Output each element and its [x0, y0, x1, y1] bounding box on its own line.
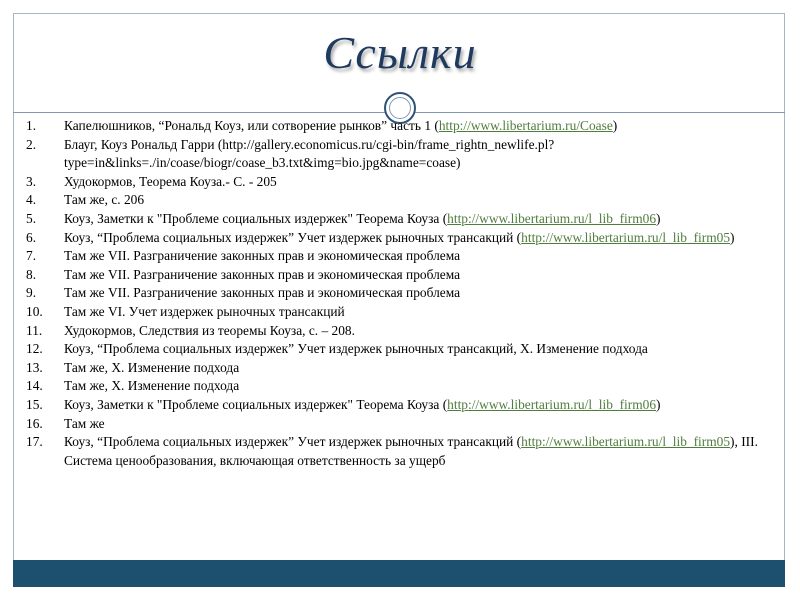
reference-text: Коуз, Заметки к "Проблеме социальных издержек" Теорема Коуза (: [64, 210, 448, 226]
reference-text: Там же, X. Изменение подхода: [64, 359, 240, 375]
reference-item: [14, 173, 774, 192]
reference-link[interactable]: http://www.libertarium.ru/l_lib_firm05: [521, 229, 731, 245]
reference-number: 15.: [26, 396, 43, 412]
reference-item: [14, 396, 774, 415]
reference-text: Там же VII. Разграничение законных прав и экономическая проблема: [64, 266, 461, 282]
reference-number: 14.: [26, 378, 43, 394]
reference-number: 5.: [26, 210, 37, 226]
reference-text: Там же, с. 206: [64, 192, 145, 208]
reference-text: ): [730, 229, 735, 245]
reference-number: 10.: [26, 303, 43, 319]
reference-number: 12.: [26, 341, 43, 357]
reference-number: 11.: [26, 322, 43, 338]
reference-text: Там же, X. Изменение подхода: [64, 378, 240, 394]
reference-number: 16.: [26, 415, 43, 431]
reference-item: [14, 229, 774, 248]
reference-text: Там же VII. Разграничение законных прав и экономическая проблема: [64, 285, 461, 301]
reference-number: 1.: [26, 118, 37, 133]
reference-item: [14, 210, 774, 229]
reference-number: 4.: [26, 192, 37, 208]
reference-number: 2.: [26, 136, 37, 152]
reference-number: 9.: [26, 285, 37, 301]
reference-text: ), III. Система ценообразования, включающая ответственность за ущерб: [64, 434, 758, 468]
reference-text: Капелюшников, “Рональд Коуз, или сотворение рынков” часть 1 (: [64, 118, 439, 133]
reference-text: Блауг, Коуз Рональд Гарри (http://gallery.economicus.ru/cgi-bin/frame_rightn_newlife.pl?type=in&links=./in/coase/biogr/coase_b3.txt&img=bio.jpg&name=coase): [64, 136, 555, 171]
reference-item: [14, 322, 774, 341]
reference-item: [14, 359, 774, 378]
reference-number: 13.: [26, 359, 43, 375]
reference-text: Коуз, “Проблема социальных издержек” Учет издержек рыночных трансакций, X. Изменение подхода: [64, 341, 648, 357]
reference-item: [14, 284, 774, 303]
footer-bar: [13, 560, 785, 587]
reference-item: [14, 191, 774, 210]
reference-text: Коуз, “Проблема социальных издержек” Учет издержек рыночных трансакций (: [64, 229, 522, 245]
reference-text: ): [612, 118, 618, 133]
reference-text: Коуз, Заметки к "Проблеме социальных издержек" Теорема Коуза (: [64, 396, 448, 412]
reference-item: [14, 247, 774, 266]
reference-link[interactable]: http://www.libertarium.ru/l_lib_firm06: [447, 210, 657, 226]
reference-item: [14, 433, 774, 470]
reference-link[interactable]: http://www.libertarium.ru/l_lib_firm05: [521, 434, 731, 450]
reference-number: 6.: [26, 229, 37, 245]
reference-item: [14, 415, 774, 434]
reference-item: [14, 303, 774, 322]
reference-text: Худокормов, Теорема Коуза.- С. - 205: [64, 173, 277, 189]
reference-text: Там же VI. Учет издержек рыночных трансакций: [64, 303, 345, 319]
reference-text: ): [656, 210, 661, 226]
slide-title: Ссылки: [323, 27, 477, 78]
reference-number: 17.: [26, 434, 43, 450]
reference-link[interactable]: http://www.libertarium.ru/l_lib_firm06: [447, 396, 657, 412]
reference-number: 7.: [26, 248, 37, 264]
references-list: [14, 117, 774, 470]
reference-text: Худокормов, Следствия из теоремы Коуза, с. – 208.: [64, 322, 355, 338]
reference-text: Коуз, “Проблема социальных издержек” Учет издержек рыночных трансакций (: [64, 434, 522, 450]
reference-item: [14, 266, 774, 285]
reference-item: [14, 136, 774, 173]
reference-item: [14, 377, 774, 396]
reference-link[interactable]: http://www.libertarium.ru/Coase: [438, 118, 613, 133]
reference-item: [14, 340, 774, 359]
reference-text: Там же: [64, 415, 105, 431]
reference-text: Там же VII. Разграничение законных прав и экономическая проблема: [64, 248, 461, 264]
reference-item: [14, 117, 774, 136]
reference-text: ): [656, 396, 661, 412]
reference-number: 8.: [26, 266, 37, 282]
reference-number: 3.: [26, 173, 37, 189]
